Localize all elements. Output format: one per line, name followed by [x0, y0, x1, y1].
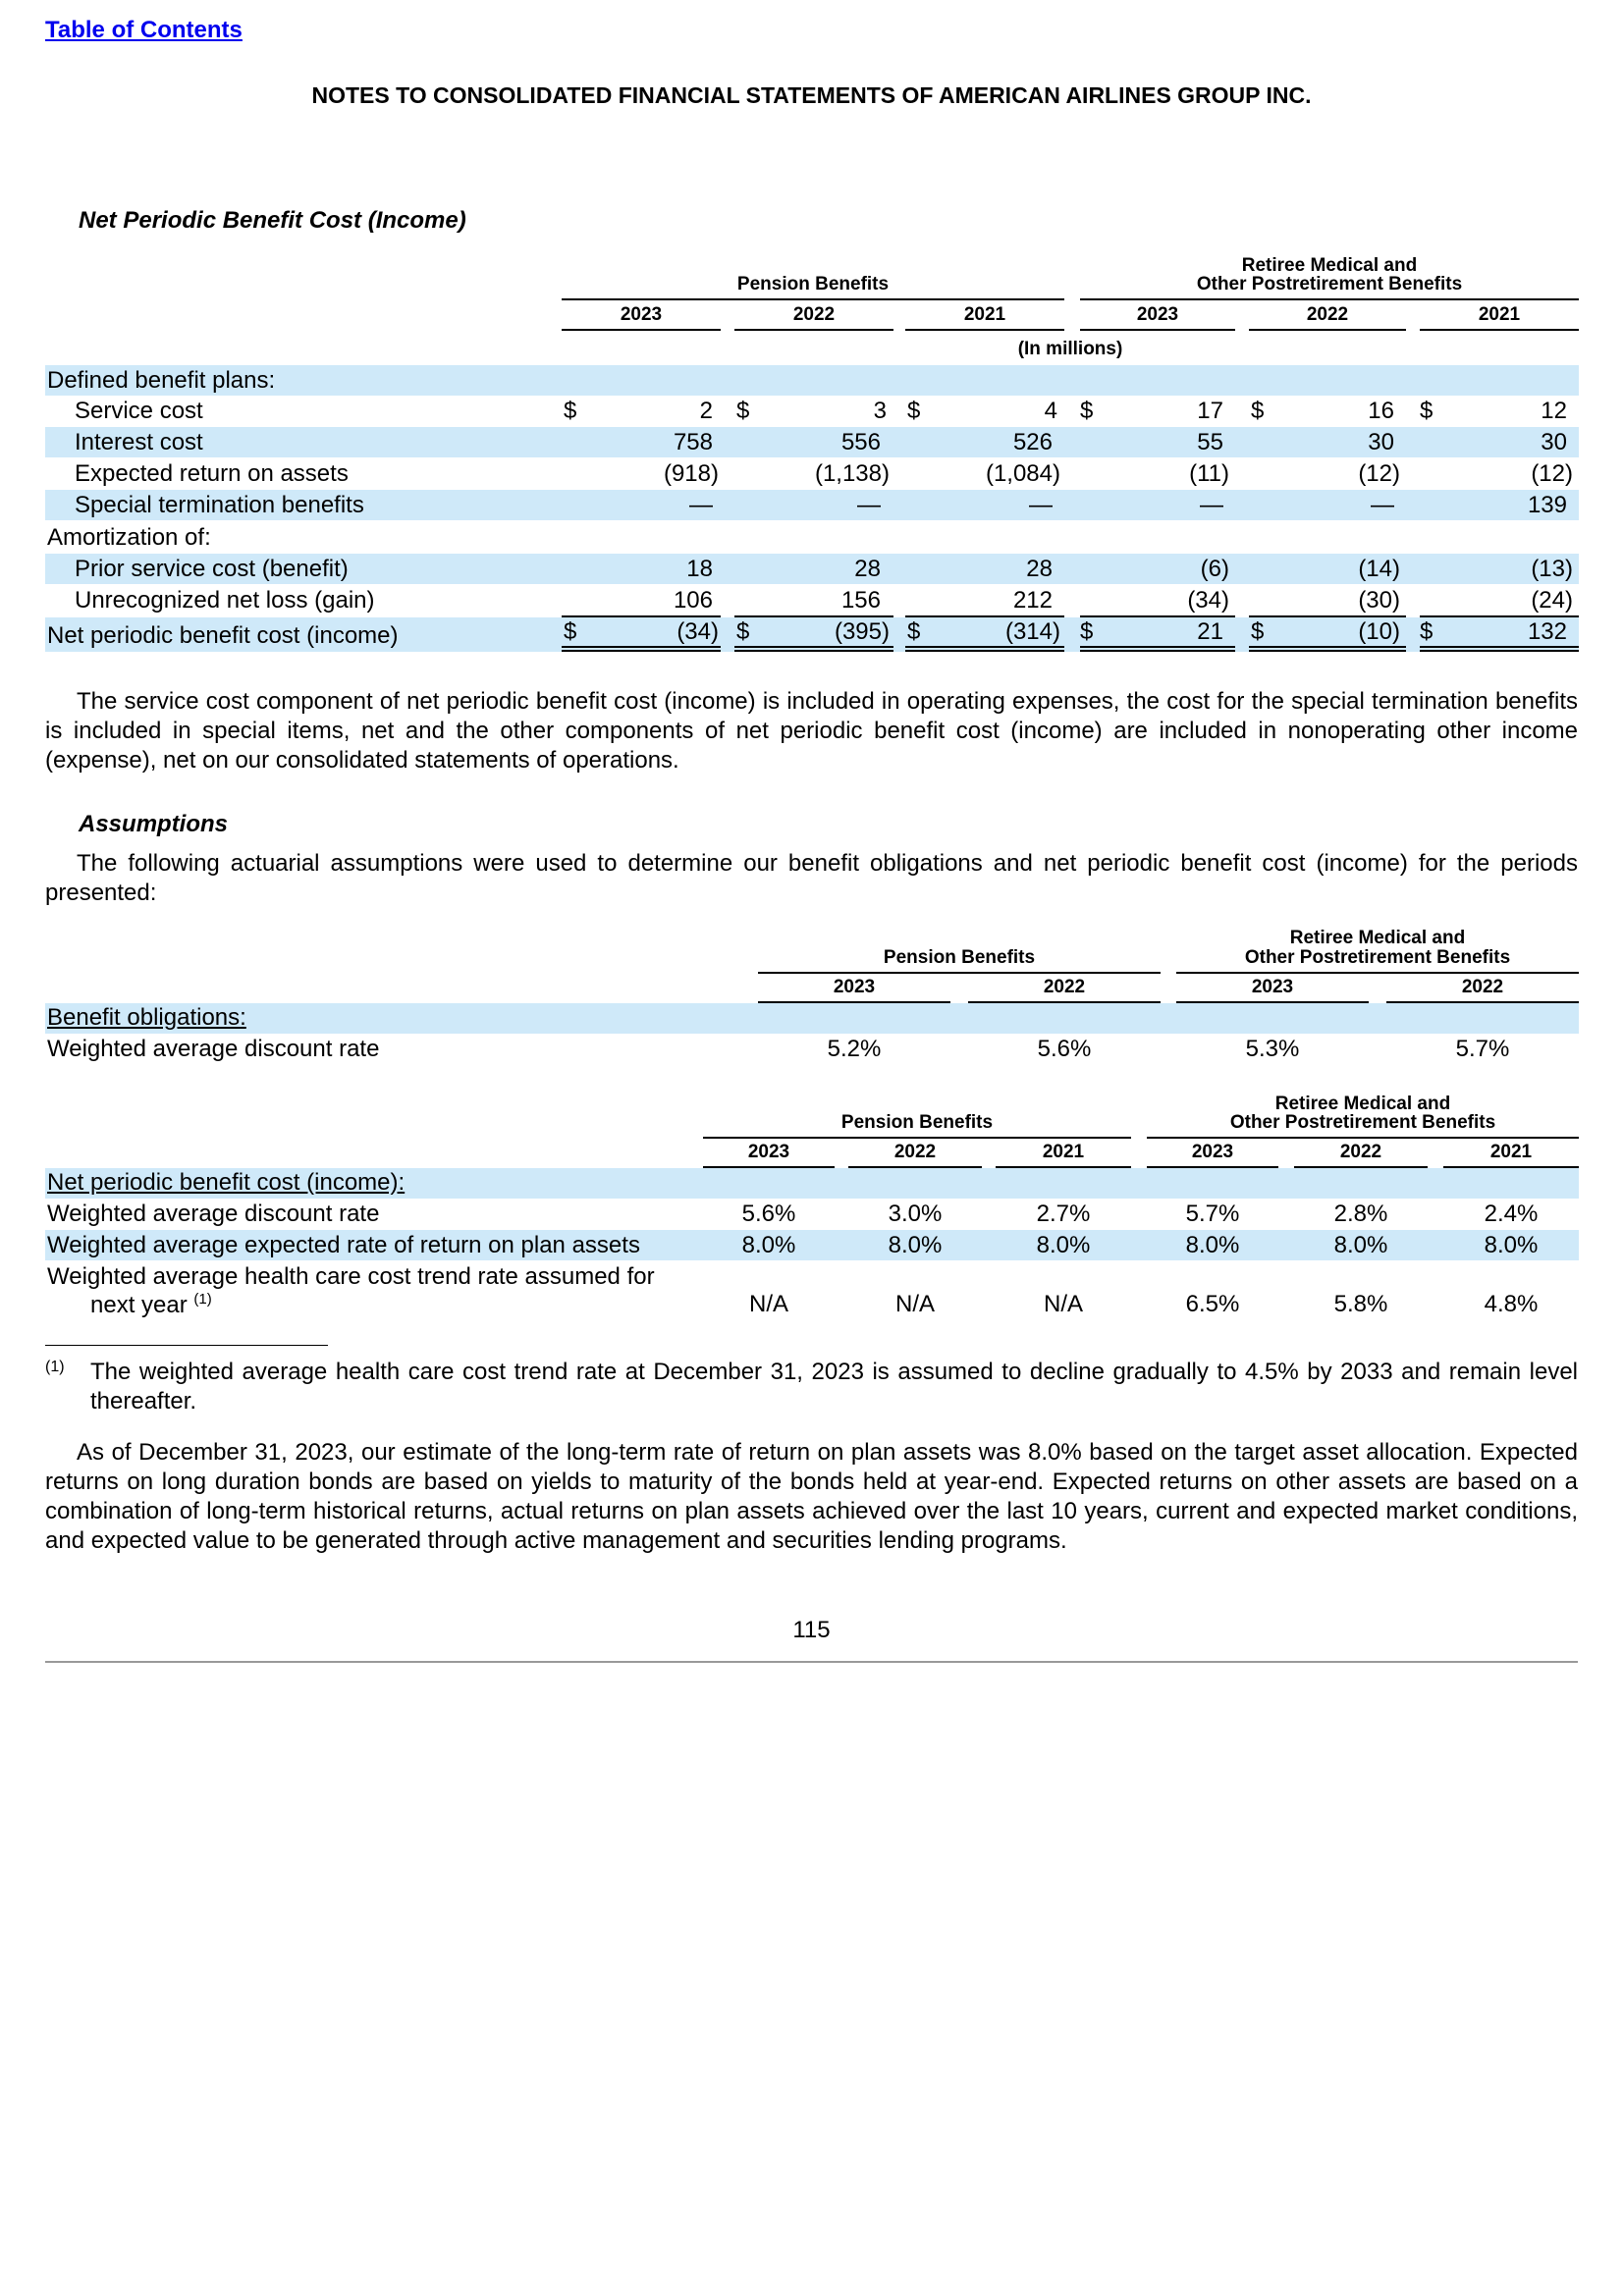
- cell-value: 556: [840, 429, 881, 455]
- year-rule: [1420, 329, 1579, 331]
- dollar-sign: $: [564, 398, 577, 424]
- row-label: Weighted average health care cost trend rate assumed for: [47, 1263, 655, 1290]
- row-label: Service cost: [75, 398, 203, 424]
- cell-value: N/A: [894, 1291, 935, 1317]
- retiree-group-rule: [1080, 298, 1579, 300]
- total-double-rule: [905, 646, 1064, 648]
- cell-value: 3.0%: [888, 1201, 943, 1227]
- cell-value: 8.0%: [741, 1232, 796, 1258]
- year-header: 2023: [747, 1142, 790, 1162]
- retiree-header-line2: Other Postretirement Benefits: [1244, 947, 1511, 968]
- cell-value: 8.0%: [1484, 1232, 1539, 1258]
- year-rule: [1080, 329, 1235, 331]
- cell-value: —: [689, 492, 713, 518]
- total-double-rule: [734, 646, 893, 648]
- total-double-rule: [905, 650, 1064, 652]
- units-label: (In millions): [1017, 339, 1123, 359]
- year-header: 2022: [1043, 977, 1086, 997]
- cell-value: 16: [1368, 398, 1394, 424]
- cell-value: 6.5%: [1185, 1291, 1240, 1317]
- cell-value: (34): [676, 618, 719, 645]
- row-label: Expected return on assets: [75, 460, 349, 487]
- cell-value: 758: [673, 429, 713, 455]
- retiree-group-rule: [1147, 1137, 1579, 1139]
- retiree-header-line1: Retiree Medical and: [1289, 928, 1466, 948]
- year-header: 2021: [1489, 1142, 1533, 1162]
- cell-value: 18: [686, 556, 713, 582]
- cell-value: (12): [1358, 460, 1400, 487]
- cell-value: 17: [1197, 398, 1223, 424]
- cell-value: 8.0%: [888, 1232, 943, 1258]
- cell-value: (12): [1531, 460, 1573, 487]
- total-double-rule: [1080, 646, 1235, 648]
- year-rule: [1249, 329, 1406, 331]
- cell-value: (30): [1358, 587, 1400, 614]
- page-title: NOTES TO CONSOLIDATED FINANCIAL STATEMENTS OF AMERICAN AIRLINES GROUP INC.: [311, 82, 1312, 108]
- cell-value: 4: [1044, 398, 1057, 424]
- footnote-text: The weighted average health care cost trend rate at December 31, 2023 is assumed to decline gradually to 4.5% by 2033 and remain level thereafter.: [90, 1359, 1578, 1415]
- year-header: 2022: [1306, 304, 1349, 325]
- pension-benefits-header: Pension Benefits: [736, 274, 890, 294]
- year-header: 2023: [833, 977, 876, 997]
- cell-value: 5.7%: [1455, 1036, 1510, 1062]
- paragraph-return-on-assets: As of December 31, 2023, our estimate of the long-term rate of return on plan assets was 8.0% based on the target asset allocation. Expected returns on long duration bonds are based on yields to maturity of the bonds held at year-end. Expected returns on other assets are based on a combination of long-term historical returns, actual returns on plan assets achieved over the last 10 years, current and expected market conditions, and expected value to be generated through active management and securities lending programs.: [45, 1439, 1578, 1554]
- year-header: 2021: [1042, 1142, 1085, 1162]
- row-label: next year $^{(1)}$: [90, 1291, 212, 1318]
- dollar-sign: $: [907, 618, 921, 645]
- cell-value: 5.6%: [741, 1201, 796, 1227]
- cell-value: (314): [1004, 618, 1060, 645]
- year-rule: [734, 329, 893, 331]
- pension-group-rule: [703, 1137, 1131, 1139]
- cell-value: 2: [699, 398, 713, 424]
- row-label: Defined benefit plans:: [47, 367, 276, 394]
- row-label: Amortization of:: [47, 524, 211, 551]
- cell-value: (395): [834, 618, 890, 645]
- retiree-group-rule: [1176, 972, 1579, 974]
- year-header: 2023: [620, 304, 663, 325]
- total-top-rule: [1080, 615, 1235, 617]
- cell-value: (14): [1358, 556, 1400, 582]
- row-label: Net periodic benefit cost (income): [47, 622, 399, 649]
- footnote-ref: (1): [193, 1291, 212, 1308]
- year-header: 2022: [893, 1142, 937, 1162]
- cell-value: 28: [1026, 556, 1053, 582]
- row-band: [45, 365, 1579, 396]
- year-header: 2022: [1461, 977, 1504, 997]
- total-double-rule: [734, 650, 893, 652]
- total-double-rule: [1080, 650, 1235, 652]
- cell-value: 132: [1527, 618, 1567, 645]
- cell-value: (918): [663, 460, 719, 487]
- row-label: Weighted average discount rate: [47, 1036, 380, 1062]
- year-header: 2021: [963, 304, 1006, 325]
- row-label: Interest cost: [75, 429, 203, 455]
- year-rule: [562, 329, 721, 331]
- year-rule: [905, 329, 1064, 331]
- row-label: Special termination benefits: [75, 492, 364, 518]
- pension-benefits-header: Pension Benefits: [883, 947, 1036, 968]
- cell-value: 2.4%: [1484, 1201, 1539, 1227]
- row-band: [45, 1003, 1579, 1034]
- dollar-sign: $: [907, 398, 921, 424]
- cell-value: 5.6%: [1037, 1036, 1092, 1062]
- page-number: 115: [792, 1617, 831, 1643]
- year-header: 2022: [792, 304, 836, 325]
- cell-value: 2.8%: [1333, 1201, 1388, 1227]
- dollar-sign: $: [1420, 398, 1434, 424]
- cell-value: (34): [1187, 587, 1229, 614]
- cell-value: 156: [840, 587, 881, 614]
- dollar-sign: $: [1420, 618, 1434, 645]
- cell-value: (13): [1531, 556, 1573, 582]
- cell-value: (1,084): [985, 460, 1060, 487]
- cell-value: 12: [1541, 398, 1567, 424]
- cell-value: —: [1200, 492, 1223, 518]
- row-label: Prior service cost (benefit): [75, 556, 349, 582]
- cell-value: 526: [1012, 429, 1053, 455]
- cell-value: N/A: [748, 1291, 788, 1317]
- dollar-sign: $: [564, 618, 577, 645]
- dollar-sign: $: [736, 398, 750, 424]
- cell-value: 5.3%: [1245, 1036, 1300, 1062]
- cell-value: 5.7%: [1185, 1201, 1240, 1227]
- cell-value: (24): [1531, 587, 1573, 614]
- retiree-header-line1: Retiree Medical and: [1274, 1094, 1451, 1114]
- cell-value: 5.2%: [827, 1036, 882, 1062]
- cell-value: 30: [1541, 429, 1567, 455]
- total-top-rule: [1420, 615, 1579, 617]
- total-double-rule: [1249, 646, 1406, 648]
- total-top-rule: [562, 615, 721, 617]
- total-top-rule: [1249, 615, 1406, 617]
- year-header: 2022: [1339, 1142, 1382, 1162]
- section-label-net-periodic: Net periodic benefit cost (income):: [47, 1169, 406, 1196]
- footnote-rule: [45, 1345, 328, 1346]
- cell-value: (10): [1358, 618, 1400, 645]
- total-double-rule: [1249, 650, 1406, 652]
- dollar-sign: $: [736, 618, 750, 645]
- total-double-rule: [562, 650, 721, 652]
- cell-value: (11): [1189, 460, 1229, 487]
- cell-value: 28: [854, 556, 881, 582]
- cell-value: 106: [673, 587, 713, 614]
- cell-value: 21: [1197, 618, 1223, 645]
- retiree-header-line1: Retiree Medical and: [1241, 255, 1418, 276]
- year-header: 2023: [1251, 977, 1294, 997]
- dollar-sign: $: [1080, 398, 1094, 424]
- paragraph-assumptions-intro: The following actuarial assumptions were used to determine our benefit obligations and net periodic benefit cost (income) for the periods presented:: [45, 850, 1578, 906]
- table-of-contents-link[interactable]: Table of Contents: [45, 17, 243, 43]
- cell-value: 2.7%: [1036, 1201, 1091, 1227]
- cell-value: —: [1371, 492, 1394, 518]
- cell-value: 212: [1012, 587, 1053, 614]
- pension-benefits-header: Pension Benefits: [840, 1112, 994, 1133]
- row-label: Weighted average discount rate: [47, 1201, 380, 1227]
- dollar-sign: $: [1251, 398, 1265, 424]
- page-bottom-rule: [45, 1661, 1578, 1663]
- total-double-rule: [1420, 650, 1579, 652]
- year-header: 2021: [1478, 304, 1521, 325]
- footnote-marker: (1): [45, 1359, 65, 1375]
- cell-value: —: [1029, 492, 1053, 518]
- cell-value: 4.8%: [1484, 1291, 1539, 1317]
- cell-value: 3: [873, 398, 887, 424]
- cell-value: —: [857, 492, 881, 518]
- pension-group-rule: [758, 972, 1161, 974]
- cell-value: (6): [1200, 556, 1229, 582]
- dollar-sign: $: [1251, 618, 1265, 645]
- section-heading-assumptions: Assumptions: [79, 811, 229, 837]
- dollar-sign: $: [1080, 618, 1094, 645]
- total-top-rule: [734, 615, 893, 617]
- total-top-rule: [905, 615, 1064, 617]
- paragraph-service-cost: The service cost component of net periodic benefit cost (income) is included in operating expenses, the cost for the special termination benefits is included in special items, net and the other components of net periodic benefit cost (income) are included in nonoperating other income (expense), net on our consolidated statements of operations.: [45, 688, 1578, 774]
- year-header: 2023: [1191, 1142, 1234, 1162]
- cell-value: 55: [1197, 429, 1223, 455]
- section-label-benefit-obligations: Benefit obligations:: [47, 1004, 246, 1031]
- year-header: 2023: [1136, 304, 1179, 325]
- cell-value: 5.8%: [1333, 1291, 1388, 1317]
- cell-value: N/A: [1043, 1291, 1083, 1317]
- retiree-header-line2: Other Postretirement Benefits: [1196, 274, 1463, 294]
- cell-value: 139: [1527, 492, 1567, 518]
- section-heading-net-periodic: Net Periodic Benefit Cost (Income): [79, 207, 466, 234]
- cell-value: (1,138): [814, 460, 890, 487]
- cell-value: 8.0%: [1333, 1232, 1388, 1258]
- total-double-rule: [562, 646, 721, 648]
- cell-value: 30: [1368, 429, 1394, 455]
- total-double-rule: [1420, 646, 1579, 648]
- row-label: Weighted average expected rate of return on plan assets: [47, 1232, 640, 1258]
- cell-value: 8.0%: [1036, 1232, 1091, 1258]
- cell-value: 8.0%: [1185, 1232, 1240, 1258]
- pension-group-rule: [562, 298, 1064, 300]
- row-label: Unrecognized net loss (gain): [75, 587, 375, 614]
- retiree-header-line2: Other Postretirement Benefits: [1229, 1112, 1496, 1133]
